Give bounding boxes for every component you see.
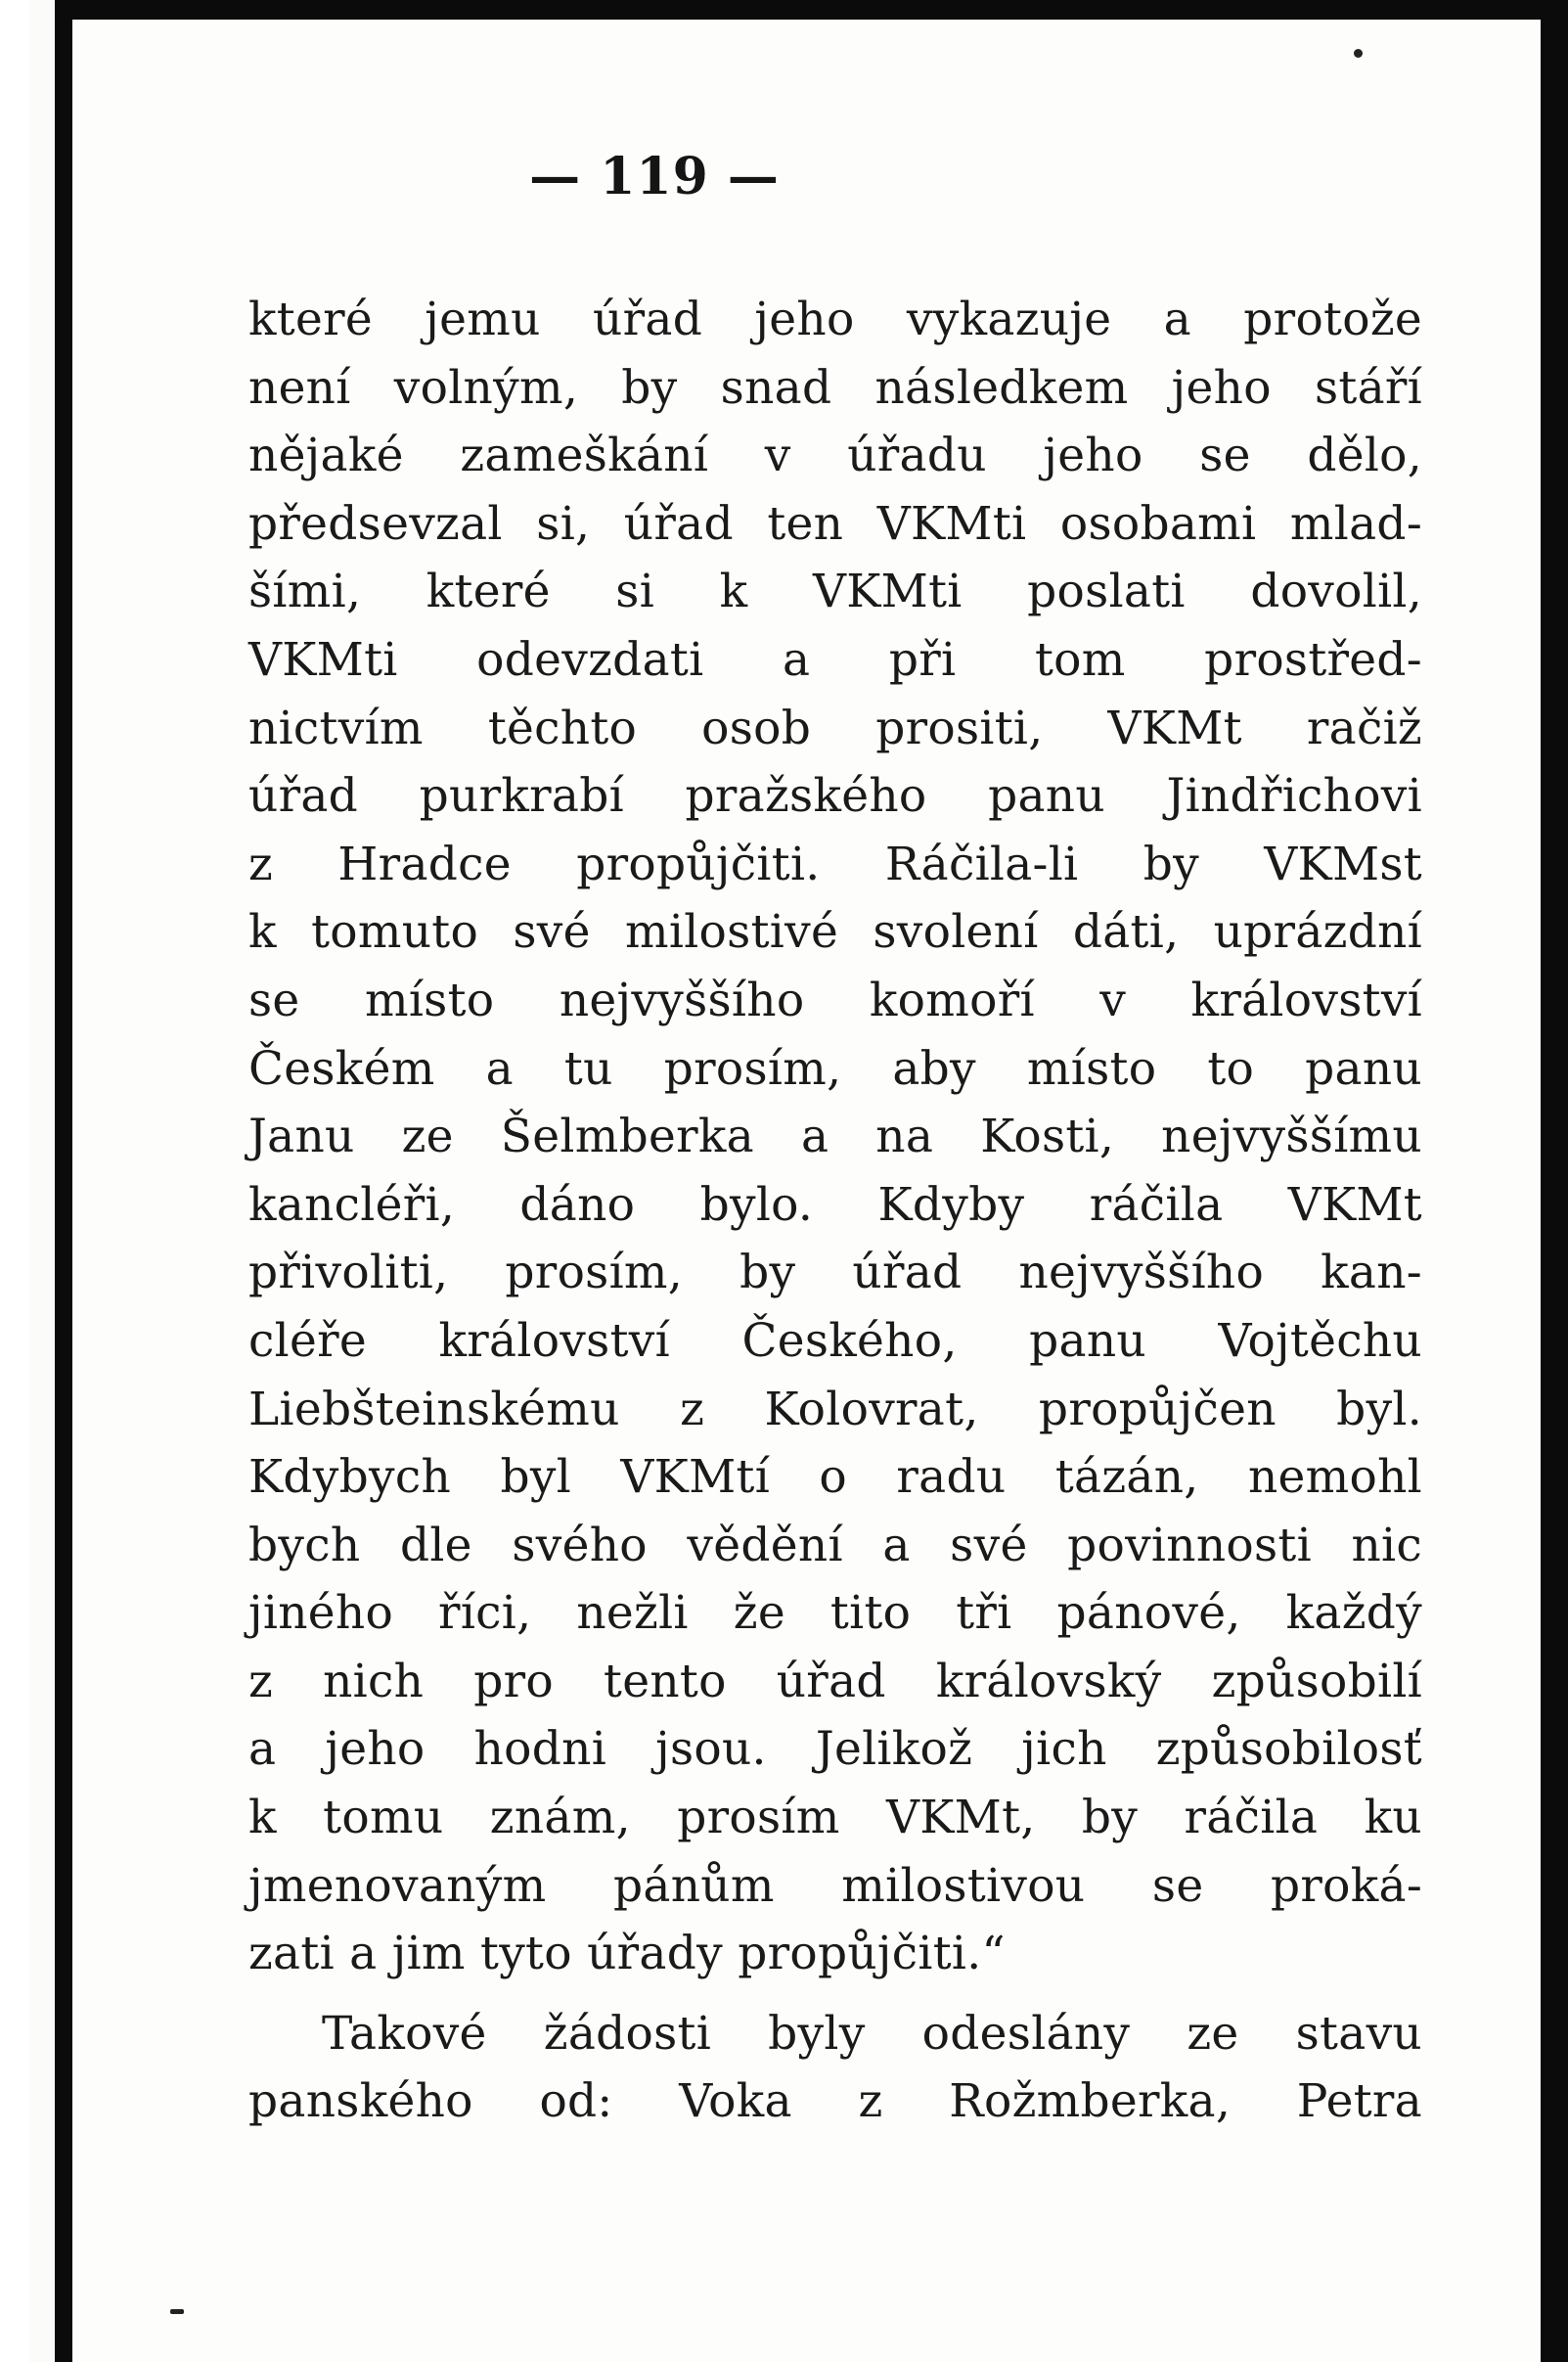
text-line: přivoliti, prosím, by úřad nejvyššího kan- — [248, 1246, 1422, 1300]
text-line: zati a jim tyto úřady propůjčiti.“ — [248, 1927, 1006, 1981]
scan-speck — [1354, 49, 1363, 58]
text-line: jmenovaným pánům milostivou se proká- — [248, 1858, 1422, 1913]
paragraph-gap — [248, 1988, 1422, 2000]
book-page — [72, 20, 1541, 2362]
text-line: jiného říci, nežli že tito tři pánové, každý — [248, 1586, 1422, 1641]
text-line: z Hradce propůjčiti. Ráčila-li by VKMst — [248, 837, 1422, 891]
text-line: nictvím těchto osob prositi, VKMt račiž — [248, 701, 1422, 755]
text-line: úřad purkrabí pražského panu Jindřichovi — [248, 769, 1422, 824]
text-line: Janu ze Šelmberka a na Kosti, nejvyššímu — [248, 1110, 1422, 1164]
text-line: Českém a tu prosím, aby místo to panu — [248, 1041, 1422, 1096]
text-line: k tomuto své milostivé svolení dáti, uprázdní — [248, 905, 1422, 960]
scan-border-top — [55, 0, 1568, 20]
scan-margin-left — [0, 0, 29, 2362]
paragraph-2 — [248, 2000, 1422, 2136]
text-line: Takové žádosti byly odeslány ze stavu — [322, 2006, 1422, 2061]
text-line: předsevzal si, úřad ten VKMti osobami mlad- — [248, 496, 1422, 551]
text-line: Liebšteinskému z Kolovrat, propůjčen byl. — [248, 1382, 1422, 1436]
page-number: — 119 — — [529, 147, 780, 206]
text-line: VKMti odevzdati a při tom prostřed- — [248, 632, 1422, 687]
scan-border-left — [55, 20, 72, 2362]
scan-speck — [170, 2309, 184, 2314]
text-line: se místo nejvyššího komoří v království — [248, 973, 1422, 1027]
text-line: panského od: Voka z Rožmberka, Petra — [248, 2074, 1422, 2129]
text-line: Kdybych byl VKMtí o radu tázán, nemohl — [248, 1450, 1422, 1505]
paragraph-1 — [248, 286, 1422, 1988]
text-line: které jemu úřad jeho vykazuje a protože — [248, 293, 1422, 346]
text-line: k tomu znám, prosím VKMt, by ráčila ku — [248, 1791, 1422, 1845]
text-line: z nich pro tento úřad královský způsobilí — [248, 1654, 1422, 1708]
text-line: není volným, by snad následkem jeho stáří — [248, 360, 1422, 415]
text-line: kancléři, dáno bylo. Kdyby ráčila VKMt — [248, 1177, 1422, 1232]
scan-border-right — [1541, 0, 1568, 2362]
body-text — [248, 286, 1422, 2136]
text-line: bych dle svého vědění a své povinnosti nic — [248, 1518, 1422, 1572]
text-line: nějaké zameškání v úřadu jeho se dělo, — [248, 429, 1422, 483]
text-line: cléře království Českého, panu Vojtěchu — [248, 1313, 1422, 1368]
text-line: šími, které si k VKMti poslati dovolil, — [248, 565, 1422, 619]
text-line: a jeho hodni jsou. Jelikož jich způsobilosť — [248, 1722, 1422, 1777]
